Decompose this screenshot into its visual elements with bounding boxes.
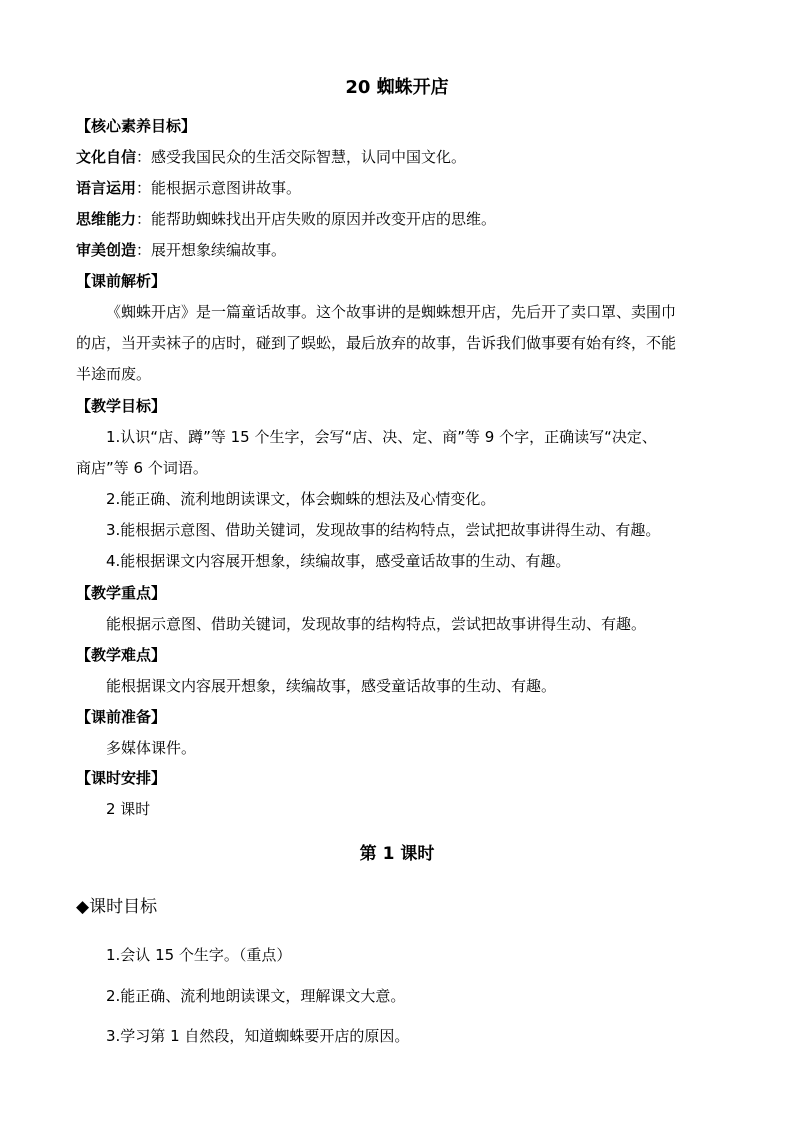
core-literacy-item: [76, 240, 286, 260]
teaching-goal-line: 3.能根据示意图、借助关键词，发现故事的结构特点，尝试把故事讲得生动、有趣。: [106, 521, 661, 539]
core-literacy-text: ：能根据示意图讲故事。: [136, 179, 302, 197]
core-literacy-heading: 【核心素养目标】: [76, 117, 197, 135]
pre-analysis-line: 半途而废。: [76, 365, 152, 383]
core-literacy-text: ：感受我国民众的生活交际智慧，认同中国文化。: [136, 148, 467, 166]
core-literacy-item: [76, 147, 466, 167]
lesson-title: 20 蜘蛛开店: [345, 77, 449, 98]
preparation-text: 多媒体课件。: [106, 739, 197, 757]
core-literacy-text: ：展开想象续编故事。: [136, 241, 287, 259]
difficulties-text: 能根据课文内容展开想象，续编故事，感受童话故事的生动、有趣。: [106, 677, 557, 695]
core-literacy-label: 审美创造: [76, 241, 137, 259]
preparation-heading: 【课前准备】: [76, 708, 167, 726]
pre-analysis-line: 的店，当开卖袜子的店时，碰到了蜈蚣，最后放弃的故事，告诉我们做事要有始有终，不能: [76, 334, 677, 352]
teaching-goal-line: 2.能正确、流利地朗读课文，体会蜘蛛的想法及心情变化。: [106, 490, 496, 508]
teaching-goal-line: 4.能根据课文内容展开想象，续编故事，感受童话故事的生动、有趣。: [106, 552, 571, 570]
period-goal-item: 2.能正确、流利地朗读课文，理解课文大意。: [106, 987, 406, 1005]
key-points-heading: 【教学重点】: [76, 584, 167, 602]
key-points-text: 能根据示意图、借助关键词，发现故事的结构特点，尝试把故事讲得生动、有趣。: [106, 615, 647, 633]
teaching-goals-heading: 【教学目标】: [76, 397, 167, 415]
core-literacy-item: [76, 178, 301, 198]
difficulties-heading: 【教学难点】: [76, 646, 167, 664]
teaching-goal-line: 商店”等 6 个词语。: [76, 459, 208, 477]
period-goals-heading: ◆课时目标: [76, 897, 158, 917]
period-goal-item: 3.学习第 1 自然段，知道蜘蛛要开店的原因。: [106, 1027, 410, 1045]
pre-analysis-line: 《蜘蛛开店》是一篇童话故事。这个故事讲的是蜘蛛想开店，先后开了卖口罩、卖围巾: [106, 303, 677, 321]
teaching-goal-line: 1.认识“店、蹲”等 15 个生字，会写“店、决、定、商”等 9 个字，正确读写“决定、: [106, 428, 657, 446]
core-literacy-label: 文化自信: [76, 148, 137, 166]
period-goal-item: 1.会认 15 个生字。（重点）: [106, 946, 292, 964]
pre-analysis-heading: 【课前解析】: [76, 272, 167, 290]
schedule-heading: 【课时安排】: [76, 769, 167, 787]
core-literacy-label: 思维能力: [76, 210, 137, 228]
core-literacy-text: ：能帮助蜘蛛找出开店失败的原因并改变开店的思维。: [136, 210, 497, 228]
core-literacy-label: 语言运用: [76, 179, 137, 197]
schedule-text: 2 课时: [106, 800, 151, 818]
period-title: 第 1 课时: [359, 844, 435, 864]
core-literacy-item: [76, 209, 496, 229]
